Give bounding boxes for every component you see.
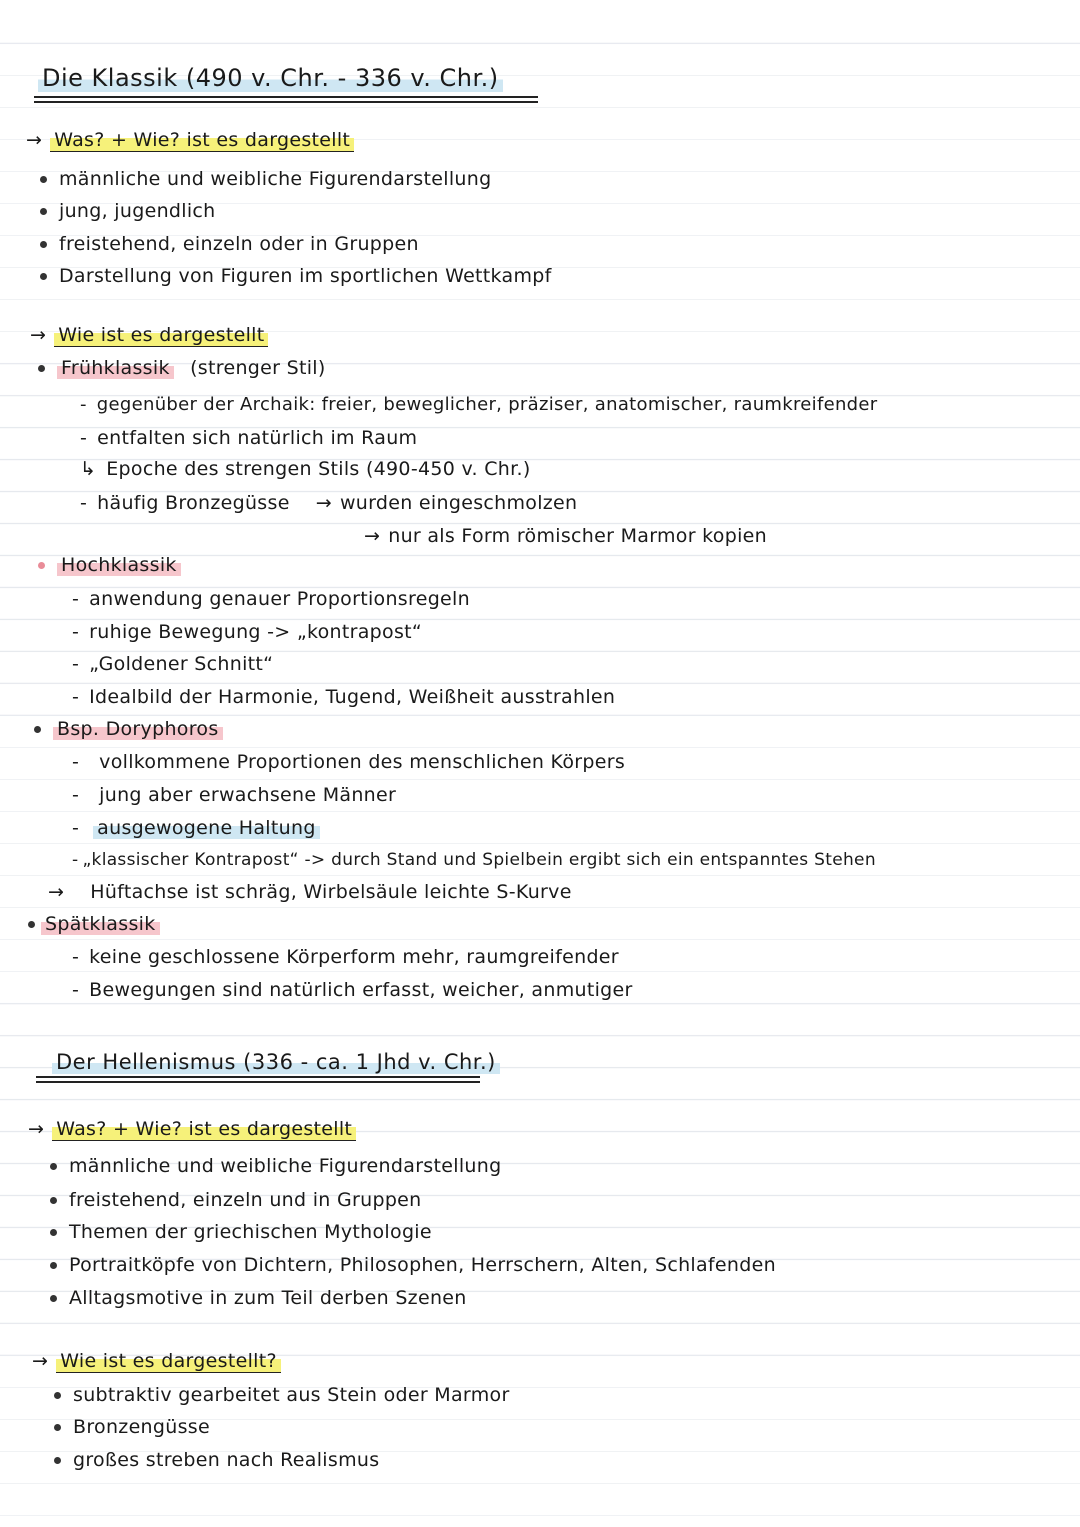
bullet-icon — [38, 365, 45, 372]
list-item: - gegenüber der Archaik: freier, beweglicher, präziser, anatomischer, raumkreifender — [80, 394, 878, 415]
list-item: subtraktiv gearbeitet aus Stein oder Marmor — [54, 1382, 510, 1408]
klassik-title: Die Klassik (490 v. Chr. - 336 v. Chr.) — [38, 62, 503, 94]
list-item: - häufig Bronzegüsse → wurden eingeschmolzen — [80, 492, 578, 514]
list-item: freistehend, einzeln oder in Gruppen — [40, 231, 419, 257]
fruehklassik-heading: Frühklassik (strenger Stil) — [38, 355, 326, 381]
beispiel-heading: Bsp. Doryphoros — [34, 716, 223, 742]
list-item: Alltagsmotive in zum Teil derben Szenen — [50, 1285, 467, 1311]
klassik-title-underline — [34, 96, 538, 103]
bullet-icon — [50, 1262, 57, 1269]
bullet-icon — [40, 176, 47, 183]
klassik-was-heading: → Was? + Wie? ist es dargestellt — [26, 127, 354, 153]
list-item: - jung aber erwachsene Männer — [72, 784, 397, 806]
list-item: - vollkommene Proportionen des menschlichen Körpers — [72, 751, 626, 773]
list-item: - Idealbild der Harmonie, Tugend, Weißheit ausstrahlen — [72, 686, 616, 708]
bullet-icon — [54, 1424, 61, 1431]
bullet-icon — [50, 1163, 57, 1170]
bullet-icon — [54, 1392, 61, 1399]
bullet-icon — [40, 241, 47, 248]
list-item: - Bewegungen sind natürlich erfasst, weicher, anmutiger — [72, 979, 633, 1001]
list-item: - ruhige Bewegung -> „kontrapost“ — [72, 621, 423, 643]
bullet-icon — [40, 208, 47, 215]
bullet-icon — [54, 1457, 61, 1464]
list-item: - ausgewogene Haltung — [72, 815, 320, 841]
list-item: freistehend, einzeln und in Gruppen — [50, 1187, 422, 1213]
list-item: großes streben nach Realismus — [54, 1447, 379, 1473]
list-item: männliche und weibliche Figurendarstellung — [40, 166, 491, 192]
bullet-icon — [50, 1197, 57, 1204]
list-item: männliche und weibliche Figurendarstellung — [50, 1153, 501, 1179]
hellenismus-title: Der Hellenismus (336 - ca. 1 Jhd v. Chr.) — [52, 1046, 500, 1078]
hellenismus-was-heading: → Was? + Wie? ist es dargestellt — [28, 1116, 356, 1142]
list-item: → nur als Form römischer Marmor kopien — [364, 525, 767, 547]
bullet-icon — [38, 562, 45, 569]
list-item: - „Goldener Schnitt“ — [72, 653, 274, 675]
hochklassik-heading: Hochklassik — [38, 552, 181, 578]
bullet-icon — [50, 1229, 57, 1236]
bullet-icon — [34, 726, 41, 733]
spaetklassik-heading: Spätklassik — [28, 911, 160, 937]
list-item: jung, jugendlich — [40, 198, 216, 224]
list-item: Bronzengüsse — [54, 1414, 210, 1440]
bullet-icon — [40, 273, 47, 280]
list-item: - keine geschlossene Körperform mehr, raumgreifender — [72, 946, 619, 968]
list-item: - entfalten sich natürlich im Raum — [80, 427, 418, 449]
hellenismus-wie-heading: → Wie ist es dargestellt? — [32, 1348, 281, 1374]
list-item: Darstellung von Figuren im sportlichen Wettkampf — [40, 263, 552, 289]
list-item: Themen der griechischen Mythologie — [50, 1219, 432, 1245]
list-item: → Hüftachse ist schräg, Wirbelsäule leichte S-Kurve — [48, 881, 572, 903]
bullet-icon — [50, 1295, 57, 1302]
hellenismus-title-underline — [36, 1076, 480, 1083]
list-item: ↳ Epoche des strengen Stils (490-450 v. Chr.) — [80, 458, 531, 480]
list-item: - anwendung genauer Proportionsregeln — [72, 588, 470, 610]
klassik-wie-heading: → Wie ist es dargestellt — [30, 322, 268, 348]
list-item: Portraitköpfe von Dichtern, Philosophen, Herrschern, Alten, Schlafenden — [50, 1252, 776, 1278]
list-item: - „klassischer Kontrapost“ -> durch Stand und Spielbein ergibt sich ein entspanntes Stehen — [72, 850, 876, 870]
bullet-icon — [28, 921, 35, 928]
